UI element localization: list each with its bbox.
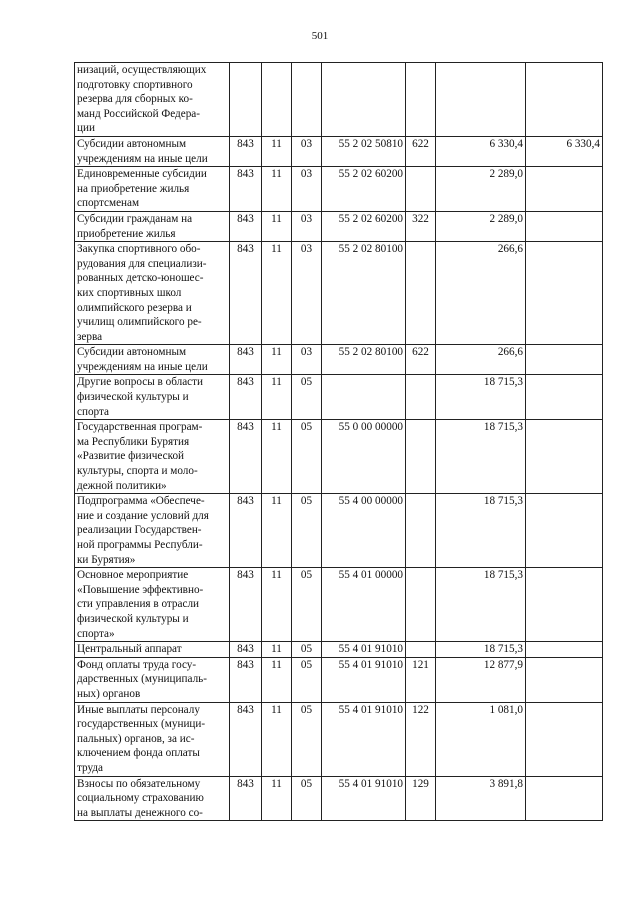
row-name-cell: Субсидии гражданам на приобретение жилья (75, 211, 230, 241)
ministry-code-cell: 843 (230, 568, 262, 642)
target-article-cell (322, 63, 406, 137)
target-article-cell: 55 2 02 80100 (322, 242, 406, 345)
amount-extra-cell (526, 242, 603, 345)
ministry-code-cell (230, 63, 262, 137)
amount-cell: 2 289,0 (436, 167, 526, 212)
expense-type-cell: 129 (406, 776, 436, 821)
table-row (75, 657, 603, 702)
target-article-cell: 55 4 00 00000 (322, 494, 406, 568)
ministry-code-cell: 843 (230, 242, 262, 345)
expense-type-cell: 121 (406, 657, 436, 702)
expense-type-cell (406, 494, 436, 568)
amount-extra-cell (526, 375, 603, 420)
row-name-cell: Единовременные субсидии на приобретение жилья спортсменам (75, 167, 230, 212)
subsection-code-cell: 05 (292, 568, 322, 642)
section-code-cell: 11 (262, 568, 292, 642)
target-article-cell: 55 2 02 80100 (322, 345, 406, 375)
section-code-cell: 11 (262, 345, 292, 375)
amount-cell: 266,6 (436, 242, 526, 345)
section-code-cell: 11 (262, 242, 292, 345)
amount-cell: 18 715,3 (436, 494, 526, 568)
ministry-code-cell: 843 (230, 776, 262, 821)
row-name-cell: Иные выплаты персоналу государственных (муници- пальных) органов, за ис- ключением фонда оплаты труда (75, 702, 230, 776)
target-article-cell: 55 4 01 00000 (322, 568, 406, 642)
budget-table (74, 62, 603, 821)
table-row (75, 242, 603, 345)
amount-extra-cell (526, 211, 603, 241)
amount-extra-cell (526, 63, 603, 137)
page-number: 501 (311, 30, 329, 42)
section-code-cell: 11 (262, 375, 292, 420)
ministry-code-cell: 843 (230, 345, 262, 375)
expense-type-cell (406, 63, 436, 137)
section-code-cell: 11 (262, 211, 292, 241)
subsection-code-cell: 05 (292, 702, 322, 776)
target-article-cell: 55 4 01 91010 (322, 657, 406, 702)
row-name-cell: низаций, осуществляющих подготовку спортивного резерва для сборных ко- манд Российской Федера- ции (75, 63, 230, 137)
ministry-code-cell: 843 (230, 494, 262, 568)
row-name-cell: Государственная програм- ма Республики Бурятия «Развитие физической культуры, спорта и моло- дежной политики» (75, 420, 230, 494)
amount-cell: 1 081,0 (436, 702, 526, 776)
table-row (75, 136, 603, 166)
expense-type-cell: 622 (406, 345, 436, 375)
table-row (75, 420, 603, 494)
table-row (75, 63, 603, 137)
expense-type-cell (406, 568, 436, 642)
ministry-code-cell: 843 (230, 211, 262, 241)
row-name-cell: Субсидии автономным учреждениям на иные цели (75, 345, 230, 375)
section-code-cell: 11 (262, 702, 292, 776)
ministry-code-cell: 843 (230, 642, 262, 658)
table-row (75, 345, 603, 375)
amount-extra-cell (526, 494, 603, 568)
ministry-code-cell: 843 (230, 702, 262, 776)
ministry-code-cell: 843 (230, 136, 262, 166)
expense-type-cell: 122 (406, 702, 436, 776)
amount-extra-cell (526, 657, 603, 702)
amount-extra-cell (526, 167, 603, 212)
expense-type-cell (406, 420, 436, 494)
amount-extra-cell (526, 776, 603, 821)
ministry-code-cell: 843 (230, 420, 262, 494)
amount-extra-cell (526, 568, 603, 642)
table-row (75, 167, 603, 212)
amount-extra-cell (526, 642, 603, 658)
row-name-cell: Закупка спортивного обо- рудования для специализи- рованных детско-юношес- ких спортивных школ олимпийского резерва и училищ олимпийского ре- зерва (75, 242, 230, 345)
amount-extra-cell (526, 702, 603, 776)
subsection-code-cell: 03 (292, 345, 322, 375)
target-article-cell (322, 375, 406, 420)
amount-extra-cell (526, 420, 603, 494)
target-article-cell: 55 2 02 60200 (322, 167, 406, 212)
amount-cell: 266,6 (436, 345, 526, 375)
amount-cell: 18 715,3 (436, 568, 526, 642)
ministry-code-cell: 843 (230, 657, 262, 702)
subsection-code-cell: 05 (292, 494, 322, 568)
budget-table-body (75, 63, 603, 821)
expense-type-cell (406, 642, 436, 658)
subsection-code-cell: 03 (292, 167, 322, 212)
target-article-cell: 55 4 01 91010 (322, 776, 406, 821)
section-code-cell: 11 (262, 494, 292, 568)
amount-cell: 2 289,0 (436, 211, 526, 241)
subsection-code-cell: 05 (292, 375, 322, 420)
amount-cell: 18 715,3 (436, 420, 526, 494)
section-code-cell: 11 (262, 136, 292, 166)
amount-cell: 18 715,3 (436, 375, 526, 420)
target-article-cell: 55 4 01 91010 (322, 642, 406, 658)
subsection-code-cell: 05 (292, 642, 322, 658)
table-row (75, 568, 603, 642)
target-article-cell: 55 0 00 00000 (322, 420, 406, 494)
section-code-cell: 11 (262, 642, 292, 658)
subsection-code-cell: 05 (292, 420, 322, 494)
amount-extra-cell: 6 330,4 (526, 136, 603, 166)
row-name-cell: Субсидии автономным учреждениям на иные цели (75, 136, 230, 166)
amount-cell: 6 330,4 (436, 136, 526, 166)
expense-type-cell: 322 (406, 211, 436, 241)
table-row (75, 776, 603, 821)
table-row (75, 211, 603, 241)
row-name-cell: Основное мероприятие «Повышение эффективно- сти управления в отрасли физической культуры и спорта» (75, 568, 230, 642)
expense-type-cell (406, 242, 436, 345)
amount-extra-cell (526, 345, 603, 375)
expense-type-cell: 622 (406, 136, 436, 166)
target-article-cell: 55 2 02 60200 (322, 211, 406, 241)
section-code-cell: 11 (262, 167, 292, 212)
expense-type-cell (406, 167, 436, 212)
subsection-code-cell: 05 (292, 776, 322, 821)
row-name-cell: Взносы по обязательному социальному страхованию на выплаты денежного со- (75, 776, 230, 821)
amount-cell: 12 877,9 (436, 657, 526, 702)
table-row (75, 375, 603, 420)
ministry-code-cell: 843 (230, 167, 262, 212)
subsection-code-cell: 03 (292, 211, 322, 241)
amount-cell (436, 63, 526, 137)
amount-cell: 3 891,8 (436, 776, 526, 821)
target-article-cell: 55 4 01 91010 (322, 702, 406, 776)
section-code-cell (262, 63, 292, 137)
row-name-cell: Фонд оплаты труда госу- дарственных (муниципаль- ных) органов (75, 657, 230, 702)
section-code-cell: 11 (262, 657, 292, 702)
amount-cell: 18 715,3 (436, 642, 526, 658)
table-row (75, 702, 603, 776)
table-row (75, 642, 603, 658)
expense-type-cell (406, 375, 436, 420)
row-name-cell: Центральный аппарат (75, 642, 230, 658)
subsection-code-cell (292, 63, 322, 137)
target-article-cell: 55 2 02 50810 (322, 136, 406, 166)
subsection-code-cell: 05 (292, 657, 322, 702)
row-name-cell: Подпрограмма «Обеспече- ние и создание условий для реализации Государствен- ной программы Республи- ки Бурятия» (75, 494, 230, 568)
section-code-cell: 11 (262, 420, 292, 494)
row-name-cell: Другие вопросы в области физической культуры и спорта (75, 375, 230, 420)
subsection-code-cell: 03 (292, 136, 322, 166)
table-row (75, 494, 603, 568)
ministry-code-cell: 843 (230, 375, 262, 420)
section-code-cell: 11 (262, 776, 292, 821)
subsection-code-cell: 03 (292, 242, 322, 345)
